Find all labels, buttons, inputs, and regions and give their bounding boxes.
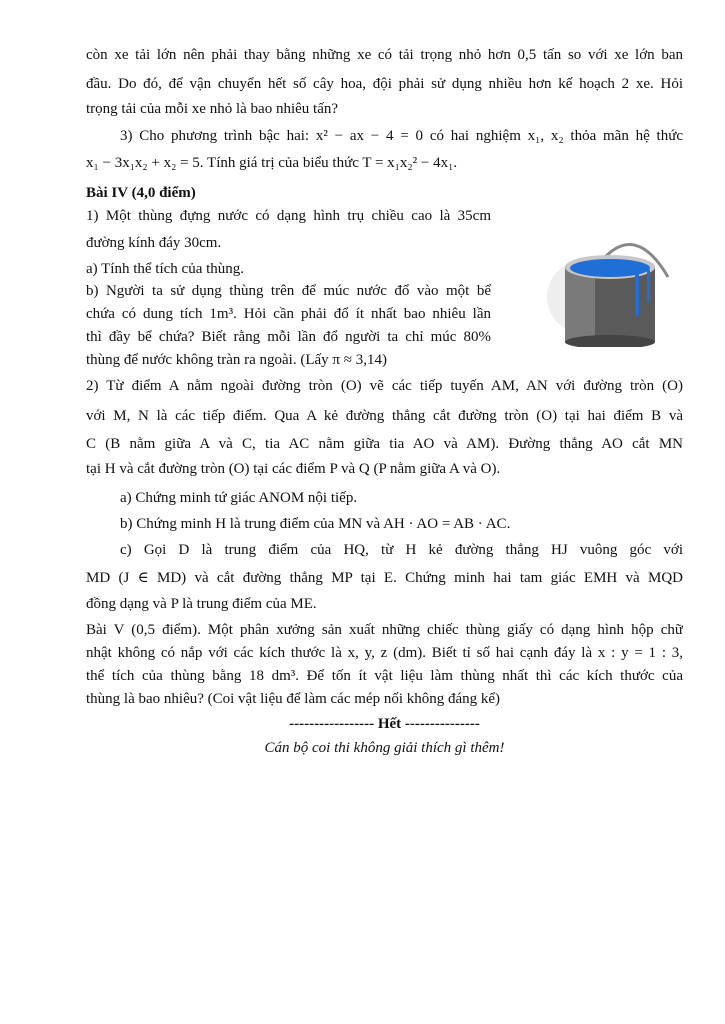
text-line: thùng là bao nhiêu? (Coi vật liệu để làm các mép nối không đáng kể) [86,691,501,707]
text-line: 2) Từ điểm A nằm ngoài đường tròn (O) vẽ các tiếp tuyến AM, AN với đường tròn (O) [86,378,683,394]
text-line: với M, N là các tiếp điểm. Qua A kẻ đường thẳng cắt đường tròn (O) tại hai điểm B và [86,408,683,424]
text-line: C (B nằm giữa A và C, tia AC nằm giữa tia AO và AM). Đường thẳng AO cắt MN [86,436,683,452]
text-line: đầu. Do đó, để vận chuyển hết số cây hoa, đội phải sử dụng nhiều hơn kế hoạch 2 xe. Hỏi [86,76,683,92]
text-line: chứa có dung tích 1m³. Hỏi cần phải đổ ít nhất bao nhiêu lần [86,306,491,322]
text-line: thì đầy bể chứa? Biết rằng mỗi lần đổ người ta chỉ múc 80% [86,329,491,345]
text-line: x₁ − 3x₁x₂ + x₂ = 5. Tính giá trị của biểu thức T = x₁x₂² − 4x₁. [86,155,458,171]
text-line: b) Chứng minh H là trung điểm của MN và AH · AO = AB · AC. [120,516,511,532]
text-line: thể tích của thùng bằng 18 dm³. Để tốn ít vật liệu làm thùng nhất thì các kích thước của [86,668,683,684]
end-marker: ----------------- Hết --------------- [289,716,480,732]
text-line: 1) Một thùng đựng nước có dạng hình trụ chiều cao là 35cm [86,208,491,224]
text-line: b) Người ta sử dụng thùng trên để múc nước đổ vào một bể [86,283,491,299]
text-line: trọng tải của mỗi xe nhỏ là bao nhiêu tấn? [86,101,339,117]
text-line: đồng dạng và P là trung điểm của ME. [86,596,317,612]
text-line: a) Tính thể tích của thùng. [86,261,245,277]
text-line: MD (J ∈ MD) và cắt đường thẳng MP tại E. Chứng minh hai tam giác EMH và MQD [86,570,683,586]
paint-bucket-icon [535,222,685,347]
text-line: thùng để nước không tràn ra ngoài. (Lấy π ≈ 3,14) [86,352,387,368]
proctor-note: Cán bộ coi thi không giải thích gì thêm! [264,740,505,756]
text-line: tại H và cắt đường tròn (O) tại các điểm P và Q (P nằm giữa A và O). [86,461,501,477]
text-line: còn xe tải lớn nên phải thay bằng những xe có tải trọng nhỏ hơn 0,5 tấn so với xe lớn ban [86,47,683,63]
text-line: nhật không có nắp với các kích thước là x, y, z (dm). Biết tỉ số hai cạnh đáy là x : y = 1 : 3, [86,645,683,661]
section-heading: Bài IV (4,0 điểm) [86,185,196,201]
text-line: c) Gọi D là trung điểm của HQ, từ H kẻ đường thẳng HJ vuông góc với [120,542,683,558]
text-line: a) Chứng minh tứ giác ANOM nội tiếp. [120,490,358,506]
text-line: đường kính đáy 30cm. [86,235,222,251]
text-line: 3) Cho phương trình bậc hai: x² − ax − 4 = 0 có hai nghiệm x₁, x₂ thỏa mãn hệ thức [120,128,683,144]
text-line: Bài V (0,5 điểm). Một phân xưởng sản xuất những chiếc thùng giấy có dạng hình hộp chữ [86,622,683,638]
